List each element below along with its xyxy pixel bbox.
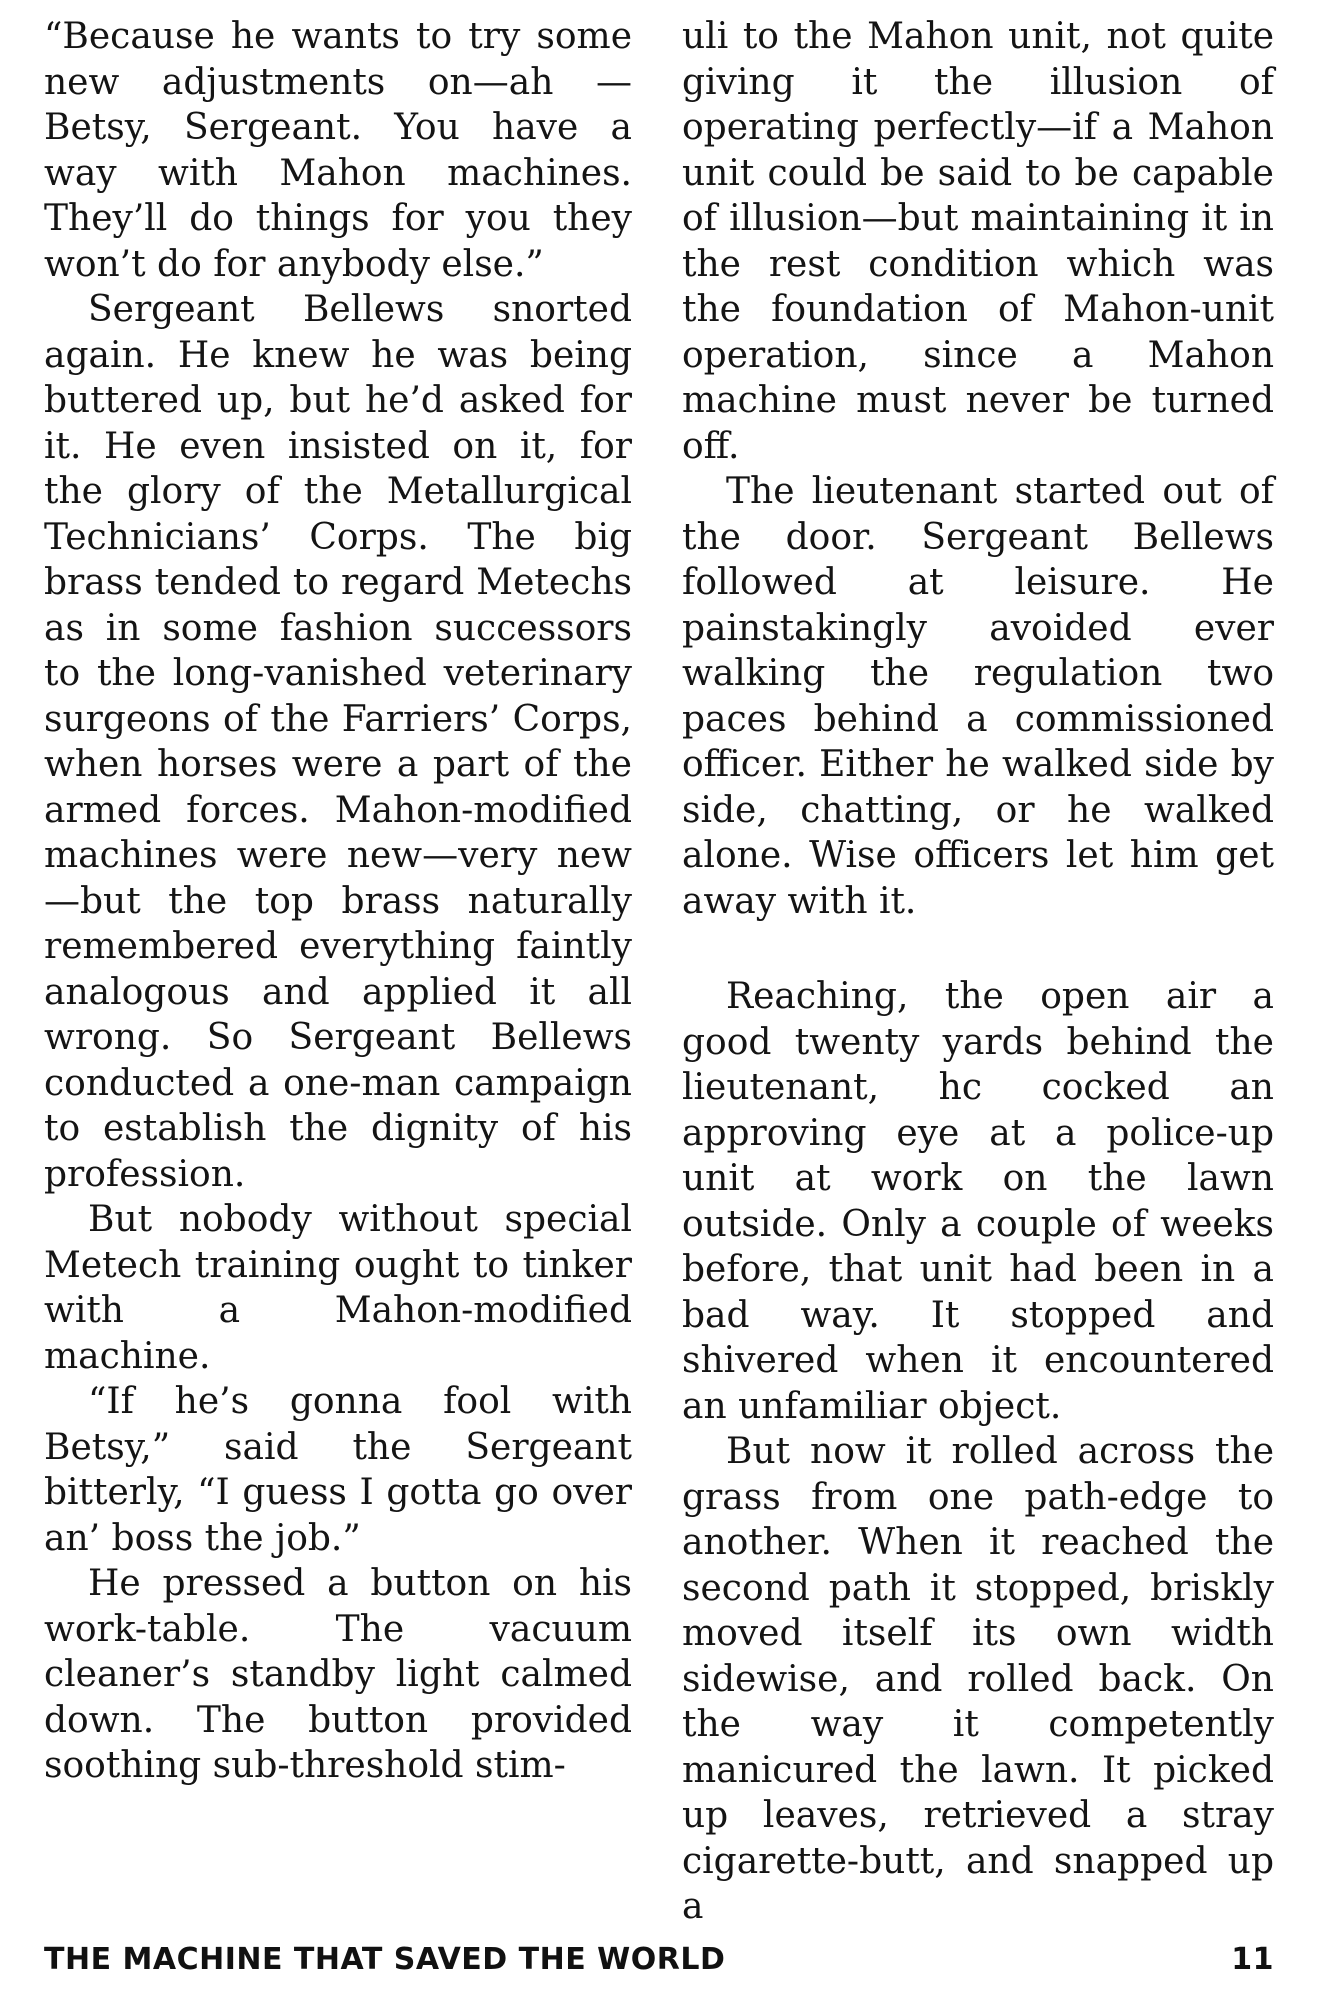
left-text-column <box>44 14 632 1789</box>
paragraph: But now it rolled across the grass from one path-edge to another. When it reached the second path it stopped, briskly moved itself its own width sidewise, and rolled back. On the way it competently manicured the lawn. It picked up leaves, retrieved a stray cigarette-butt, and snapped up a <box>682 1431 1274 1927</box>
paragraph: He pressed a button on his work-table. The vacuum cleaner’s standby light calmed down. The button provided soothing sub-threshold stim- <box>44 1563 632 1786</box>
running-title: THE MACHINE THAT SAVED THE WORLD <box>44 1942 726 1977</box>
paragraph: Reaching, the open air a good twenty yards behind the lieutenant, hc cocked an approving eye at a police-up unit at work on the lawn outside. Only a couple of weeks before, that unit had been in a bad way. It stopped and shivered when it encountered an unfamiliar object. <box>682 976 1274 1427</box>
paragraph: Sergeant Bellews snorted again. He knew he was being buttered up, but he’d asked for it. He even insisted on it, for the glory of the Metallurgical Technicians’ Corps. The big brass tended to regard Metechs as in some fashion successors to the long-vanished veterinary surgeons of the Farriers’ Corps, when horses were a part of the armed forces. Mahon-modified machines were new—very new—but the top brass naturally remembered everything faintly analogous and applied it all wrong. So Sergeant Bellews conducted a one-man campaign to establish the dignity of his profession. <box>44 289 632 1195</box>
paragraph: uli to the Mahon unit, not quite giving it the illusion of operating perfectly—if a Mahon unit could be said to be capable of illusion—but maintaining it in the rest condition which was the foundation of Mahon-unit operation, since a Mahon machine must never be turned off. <box>682 16 1274 467</box>
paragraph: The lieutenant started out of the door. Sergeant Bellews followed at leisure. He painstakingly avoided ever walking the regulation two paces behind a commissioned officer. Either he walked side by side, chatting, or he walked alone. Wise officers let him get away with it. <box>682 471 1274 922</box>
page-number: 11 <box>1231 1942 1274 1977</box>
paragraph: But nobody without special Metech training ought to tinker with a Mahon-modified machine. <box>44 1199 632 1377</box>
right-text-column <box>682 14 1274 1930</box>
page-footer <box>44 1938 1274 1982</box>
paragraph: “If he’s gonna fool with Betsy,” said the Sergeant bitterly, “I guess I gotta go over an’ boss the job.” <box>44 1381 632 1559</box>
paragraph: “Because he wants to try some new adjustments on—ah — Betsy, Sergeant. You have a way with Mahon machines. They’ll do things for you they won’t do for anybody else.” <box>44 16 632 285</box>
